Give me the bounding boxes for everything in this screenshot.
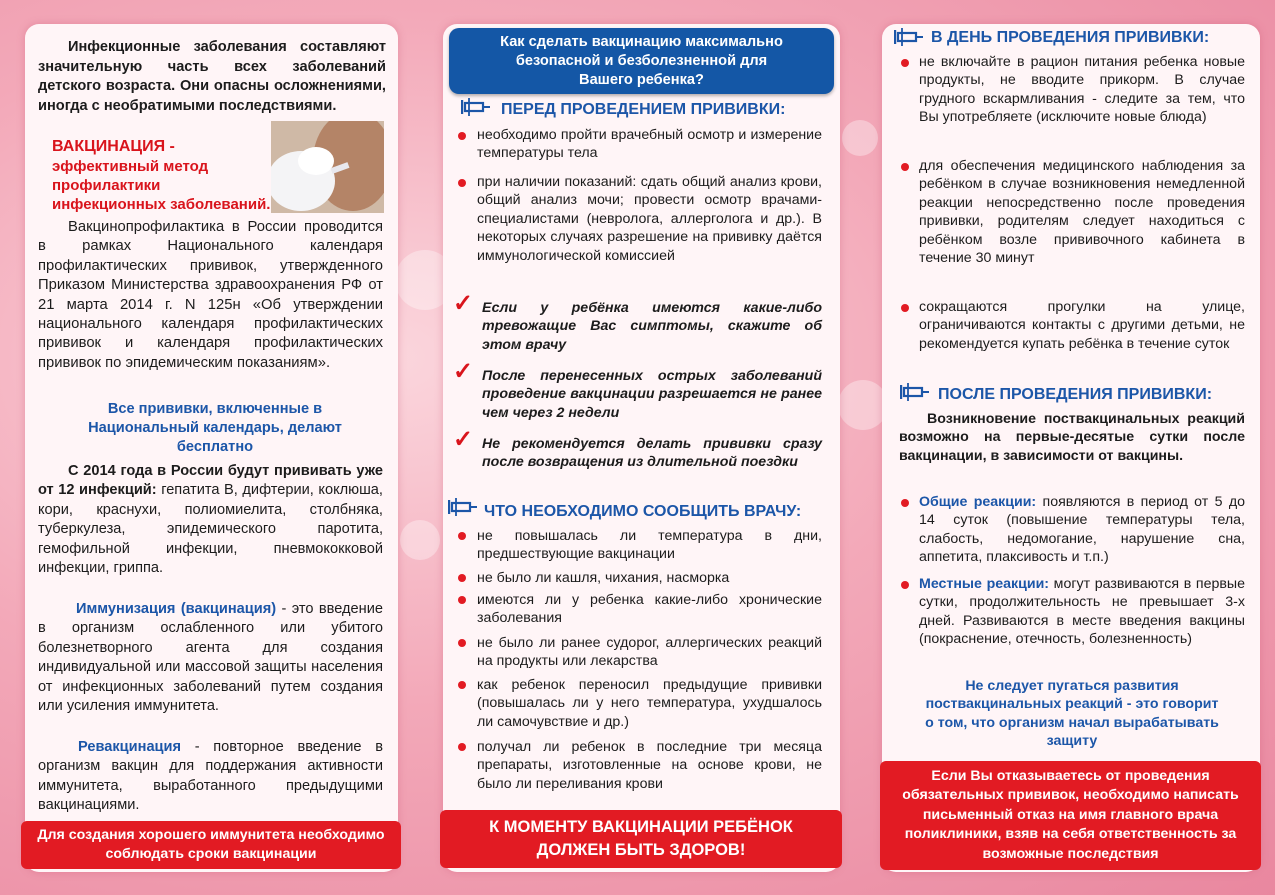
- general-reactions-text: появляются в период от 5 до 14 суток (повышение температуры тела, слабость, недомогание, нарушение сна, аппетита, плаксивость и т.п.): [919, 494, 1245, 566]
- syringe-icon: [894, 26, 924, 48]
- bullet-dot: [901, 304, 909, 312]
- syringe-icon: [448, 496, 478, 518]
- before-vaccination-heading: ПЕРЕД ПРОВЕДЕНИЕМ ПРИВИВКИ:: [501, 101, 786, 118]
- check-item-1: Если у ребёнка имеются какие-либо тревожащие Вас симптомы, скажите об этом врачу: [482, 300, 822, 353]
- local-reactions-term: Местные реакции:: [919, 576, 1050, 592]
- tell-item-3: имеются ли у ребенка какие-либо хронические заболевания: [477, 592, 822, 627]
- right-panel: [882, 24, 1260, 872]
- infections-rest: гепатита В, дифтерии, коклюша, кори, краснухи, полиомиелита, столбняка, туберкулеза, эпидемического паротита, гемофильной инфекции, пневмококковой инфекции, гриппа.: [38, 482, 383, 577]
- revaccination-term: Ревакцинация: [78, 739, 182, 755]
- revaccination-definition: [38, 738, 383, 816]
- syringe-icon: [461, 96, 491, 118]
- bullet-dot: [458, 574, 466, 582]
- bokeh-decoration: [400, 520, 440, 560]
- bullet-dot: [901, 59, 909, 67]
- healthy-child-footer: К МОМЕНТУ ВАКЦИНАЦИИ РЕБЁНОК ДОЛЖЕН БЫТЬ ЗДОРОВ!: [440, 810, 842, 868]
- bullet-dot: [458, 132, 466, 140]
- after-intro-text: Возникновение поствакцинальных реакций возможно на первые-десятые сутки после вакцинации, в зависимости от вакцины.: [899, 411, 1245, 464]
- infections-lead: С 2014 года в России будут прививать уже от 12 инфекций:: [38, 463, 383, 499]
- bullet-dot: [901, 499, 909, 507]
- left-panel: [25, 24, 398, 872]
- general-reactions-term: Общие реакции:: [919, 494, 1037, 510]
- after-vaccination-heading: ПОСЛЕ ПРОВЕДЕНИЯ ПРИВИВКИ:: [938, 386, 1213, 403]
- bullet-dot: [458, 743, 466, 751]
- bullet-dot: [458, 639, 466, 647]
- bullet-dot: [458, 596, 466, 604]
- local-reactions-text: могут развиваются в первые сутки, продолжительность не превышает 3-х дней. Развиваются в месте введения вакцины (покраснение, отечность, болезненность): [919, 576, 1245, 648]
- tell-item-4: не было ли ранее судорог, аллергических реакций на продукты или лекарства: [477, 635, 822, 670]
- bullet-dot: [458, 179, 466, 187]
- reassurance-note: Не следует пугаться развития поствакцинальных реакций - это говорит о том, что организм начал вырабатывать защиту: [925, 678, 1219, 750]
- free-vaccination-note: Все прививки, включенные в Национальный календарь, делают бесплатно: [88, 401, 342, 455]
- safety-banner: Как сделать вакцинацию максимально безопасной и безболезненной для Вашего ребенка?: [449, 28, 834, 94]
- checkmark-icon: ✓: [453, 426, 474, 453]
- tell-item-5: как ребенок переносил предыдущие прививки (повышалась ли у него температура, ухудшалось ли самочувствие и др.): [477, 677, 822, 730]
- check-item-3: Не рекомендуется делать прививки сразу после возвращения из длительной поездки: [482, 436, 822, 471]
- middle-panel: [443, 24, 840, 872]
- bokeh-decoration: [838, 380, 888, 430]
- tell-item-6: получал ли ребенок в последние три месяца препараты, изготовленные на основе крови, не было ли переливания крови: [477, 739, 822, 792]
- vaccination-title: ВАКЦИНАЦИЯ -: [52, 138, 175, 155]
- vaccination-day-heading: В ДЕНЬ ПРОВЕДЕНИЯ ПРИВИВКИ:: [931, 29, 1210, 46]
- syringe-icon: [900, 381, 930, 403]
- checkmark-icon: ✓: [453, 290, 474, 317]
- checkmark-icon: ✓: [453, 358, 474, 385]
- before-item-2: при наличии показаний: сдать общий анализ крови, общий анализ мочи; провести осмотр врачами-специалистами (невролога, аллерголога и др.). В некоторых случаях разрешение на прививку даётся иммунологической комиссией: [477, 174, 822, 264]
- prophylaxis-text: Вакцинопрофилактика в России проводится в рамках Национального календаря профилактических прививок, утвержденного Приказом Министерства здравоохранения РФ от 21 марта 2014 г. N 125н «Об утверждении национального календаря профилактических прививок и календаря профилактических прививок по эпидемическим показаниям».: [38, 219, 383, 371]
- vaccination-subtitle: эффективный метод профилактики инфекционных заболеваний.: [52, 158, 271, 213]
- refusal-footer: Если Вы отказываетесь от проведения обязательных прививок, необходимо написать письменный отказ на имя главного врача поликлиники, взяв на себя ответственность за возможные последствия: [880, 761, 1261, 870]
- intro-text: Инфекционные заболевания составляют значительную часть всех заболеваний детского возраста. Они опасны осложнениями, иногда с необратимыми последствиями.: [38, 39, 386, 114]
- tell-doctor-heading: ЧТО НЕОБХОДИМО СООБЩИТЬ ВРАЧУ:: [484, 503, 802, 520]
- bullet-dot: [458, 532, 466, 540]
- bullet-dot: [458, 681, 466, 689]
- immunization-term: Иммунизация (вакцинация): [76, 601, 277, 617]
- immunity-footer: Для создания хорошего иммунитета необходимо соблюдать сроки вакцинации: [21, 821, 401, 869]
- before-item-1: необходимо пройти врачебный осмотр и измерение температуры тела: [477, 127, 822, 162]
- check-item-2: После перенесенных острых заболеваний проведение вакцинации разрешается не ранее чем через 2 недели: [482, 368, 822, 421]
- day-item-3: сокращаются прогулки на улице, ограничиваются контакты с другими детьми, не рекомендуется купать ребёнка в течение суток: [919, 299, 1245, 352]
- general-reactions: [919, 493, 1245, 567]
- tell-item-2: не было ли кашля, чихания, насморка: [477, 570, 730, 586]
- vaccination-photo: [271, 121, 384, 213]
- day-item-2: для обеспечения медицинского наблюдения за ребёнком в случае возникновения немедленной реакции непосредственно после проведения прививки, родителям следует находиться с ребёнком возле прививочного кабинета в течение 30 минут: [919, 158, 1245, 267]
- day-item-1: не включайте в рацион питания ребенка новые продукты, не вводите прикорм. В случае грудного вскармливания - следите за тем, что Вы употребляете (исключите новые блюда): [919, 54, 1245, 126]
- immunization-definition: [38, 600, 383, 716]
- revaccination-text: - повторное введение в организм вакцин для поддержания активности иммунитета, выработанного предыдущими вакцинациями.: [38, 739, 383, 814]
- infections-list: [38, 462, 383, 578]
- local-reactions: [919, 575, 1245, 649]
- bokeh-decoration: [842, 120, 878, 156]
- immunization-text: - это введение в организм ослабленного или убитого болезнетворного агента для создания индивидуальной или массовой защиты населения от инфекционных заболеваний путем создания или усиления иммунитета.: [38, 601, 383, 715]
- bullet-dot: [901, 581, 909, 589]
- bullet-dot: [901, 163, 909, 171]
- tell-item-1: не повышалась ли температура в дни, предшествующие вакцинации: [477, 528, 822, 563]
